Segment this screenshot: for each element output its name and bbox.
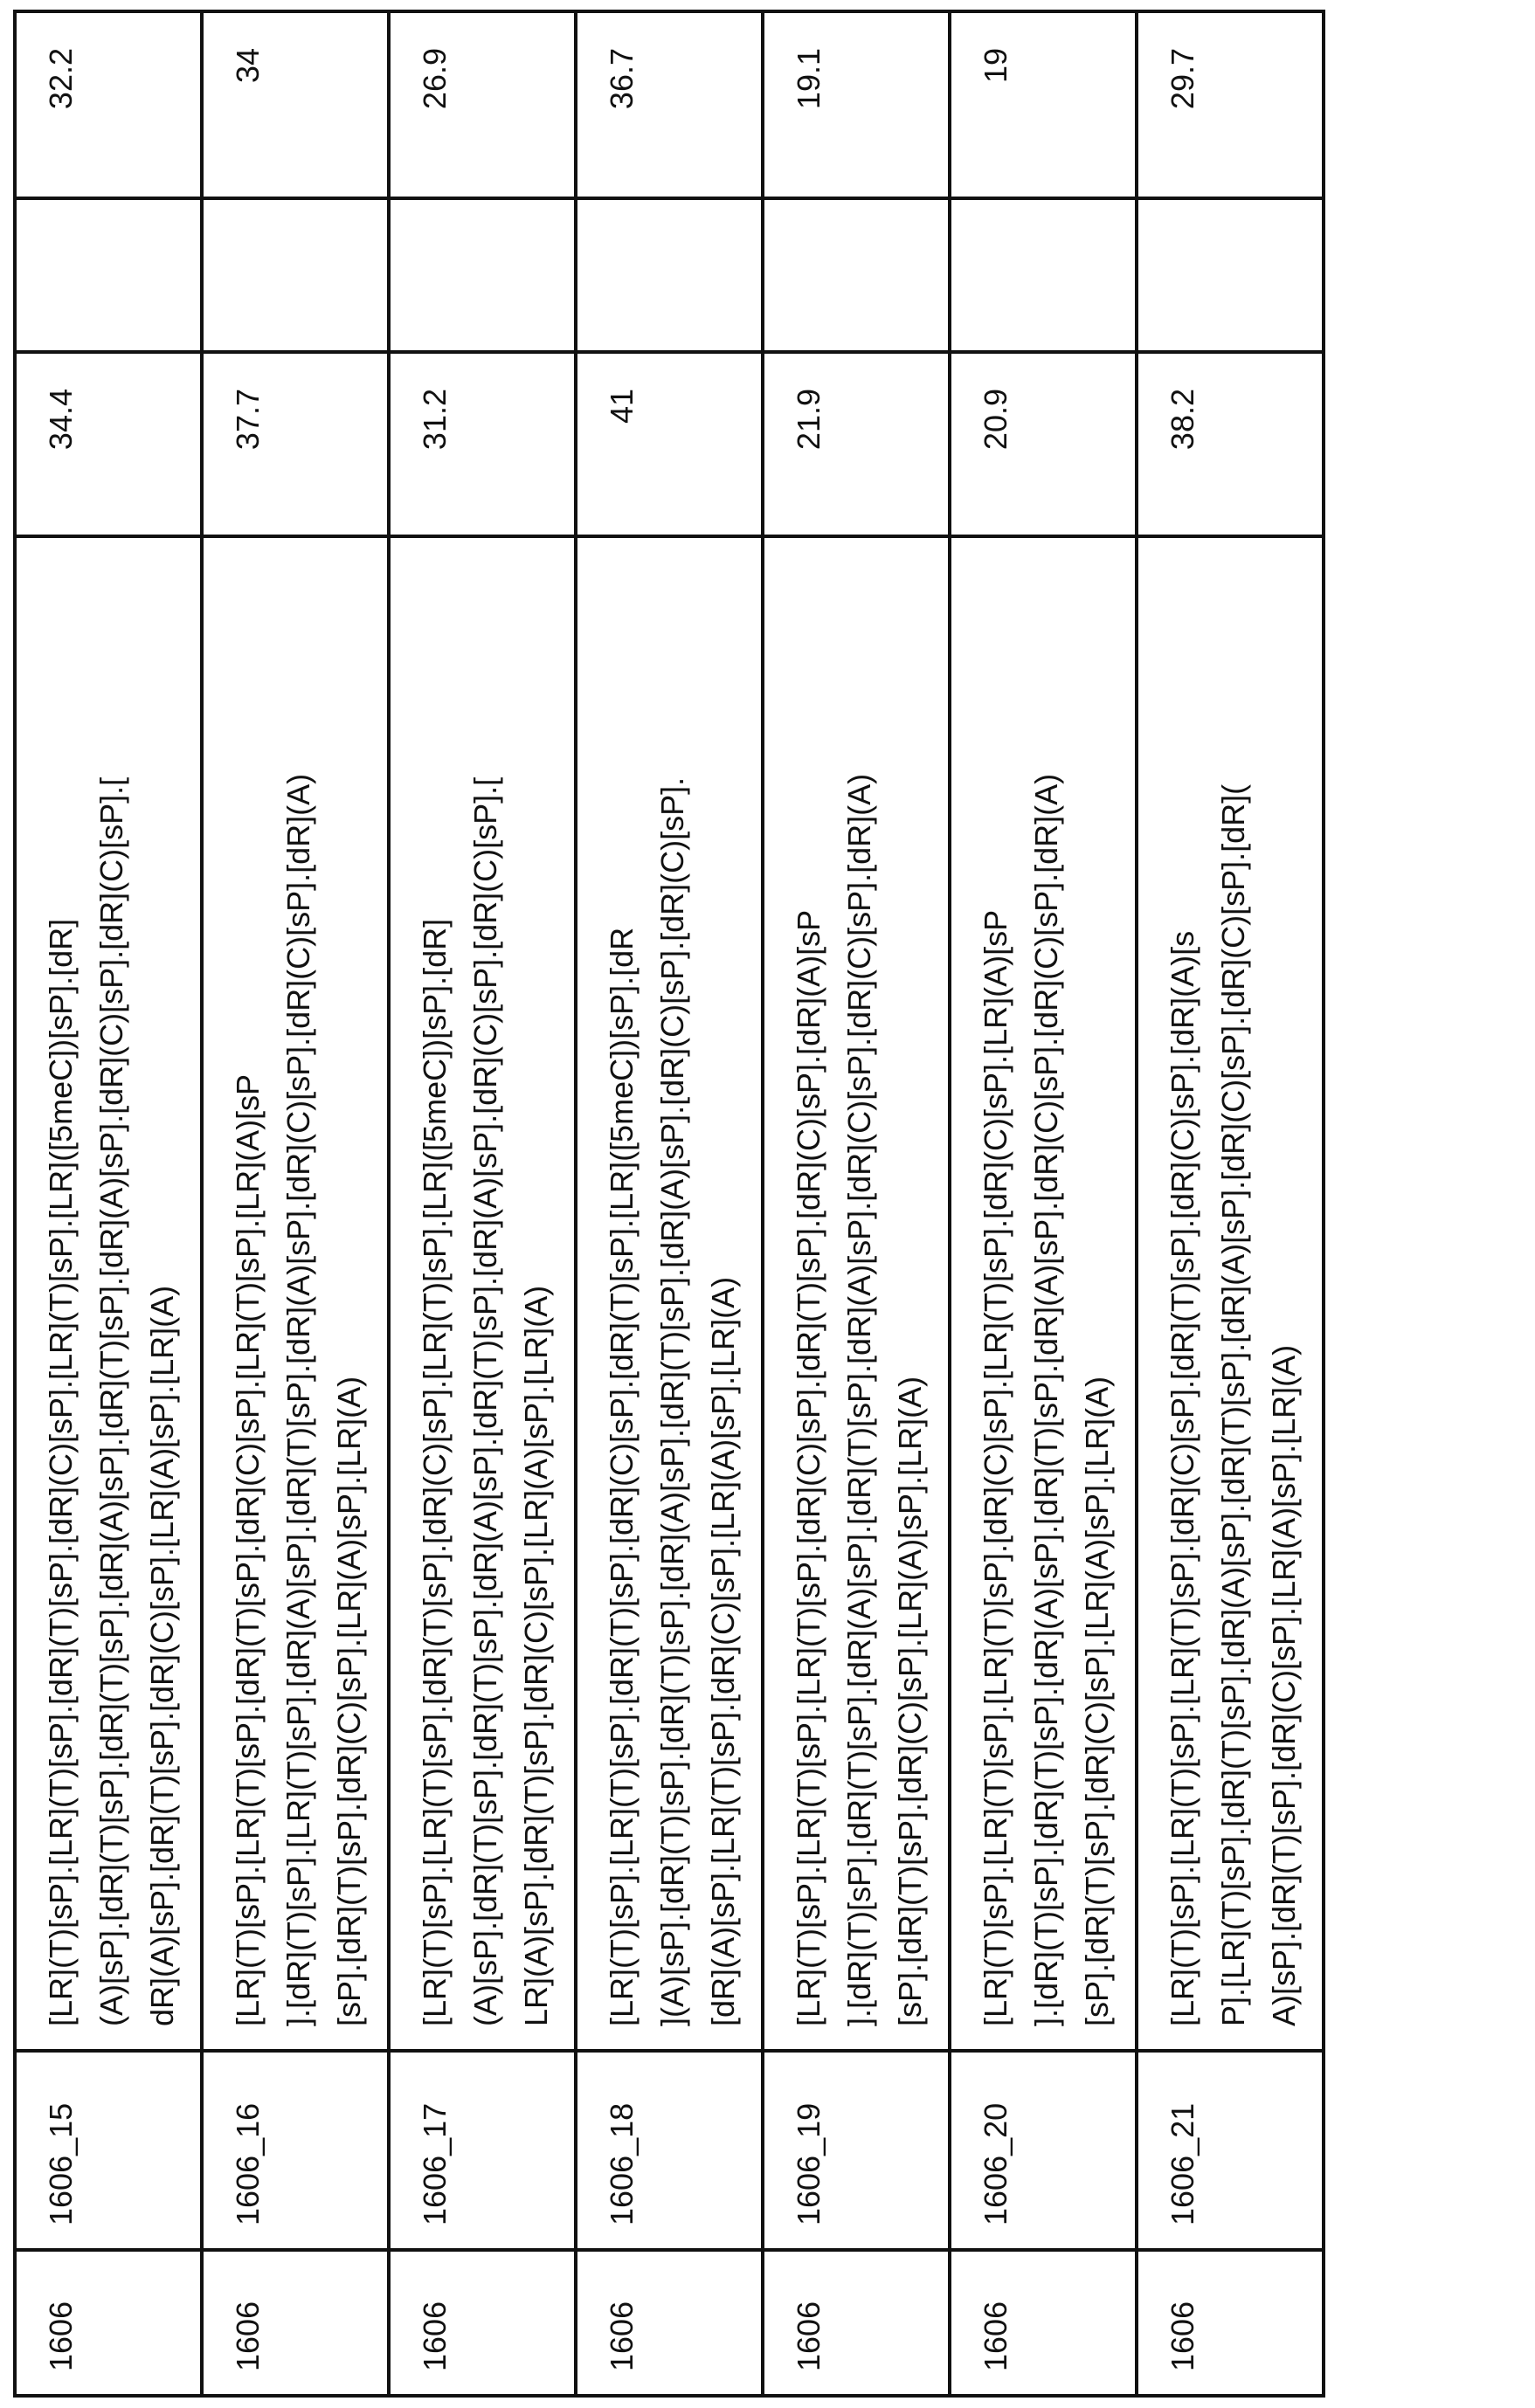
value-2-cell: 36.7 (576, 11, 763, 198)
sequence-line: P].[LR](T)[sP].[dR](T)[sP].[dR](A)[sP].[dR](T)[sP].[dR](A)[sP].[dR](C)[sP].[dR](C)[sP].[dR]( (1208, 554, 1259, 2026)
empty-cell (15, 198, 202, 352)
empty-cell (202, 198, 389, 352)
sequence-line: [dR](A)[sP].[LR](T)[sP].[dR](C)[sP].[LR](A)[sP].[LR](A) (698, 554, 749, 2026)
sequence-line: [LR](T)[sP].[LR](T)[sP].[dR](T)[sP].[dR](C)[sP].[LR](T)[sP].[LR]([5meC])[sP].[dR] (410, 554, 460, 2026)
sequence-line: [LR](T)[sP].[LR](T)[sP].[dR](T)[sP].[dR](C)[sP].[LR](T)[sP].[LR](A)[sP (223, 554, 273, 2026)
rotated-table-container (13, 10, 1325, 2398)
empty-cell (763, 198, 950, 352)
sequence-line: (A)[sP].[dR](T)[sP].[dR](T)[sP].[dR](A)[sP].[dR](T)[sP].[dR](A)[sP].[dR](C)[sP].[dR](C)[sP].[ (460, 554, 511, 2026)
empty-cell (950, 198, 1137, 352)
sequence-line: [LR](T)[sP].[LR](T)[sP].[LR](T)[sP].[dR](C)[sP].[dR](T)[sP].[dR](C)[sP].[dR](A)[sP (784, 554, 834, 2026)
sequence-line: ](A)[sP].[dR](T)[sP].[dR](T)[sP].[dR](A)[sP].[dR](T)[sP].[dR](A)[sP].[dR](C)[sP].[dR](C)[sP]. (647, 554, 698, 2026)
sequence-cell (15, 536, 202, 2051)
group-cell: 1606 (389, 2250, 576, 2396)
sequence-cell (389, 536, 576, 2051)
table-row (389, 11, 576, 2396)
sequence-line: [sP].[dR](T)[sP].[dR](C)[sP].[LR](A)[sP].[LR](A) (885, 554, 936, 2026)
compound-id-cell: 1606_20 (950, 2051, 1137, 2250)
oligo-data-table (13, 10, 1325, 2398)
sequence-line: (A)[sP].[dR](T)[sP].[dR](T)[sP].[dR](A)[sP].[dR](T)[sP].[dR](A)[sP].[dR](C)[sP].[dR](C)[sP].[ (86, 554, 137, 2026)
sequence-line: [sP].[dR](T)[sP].[dR](C)[sP].[LR](A)[sP].[LR](A) (324, 554, 375, 2026)
table-row (202, 11, 389, 2396)
value-1-cell: 37.7 (202, 352, 389, 536)
value-1-cell: 20.9 (950, 352, 1137, 536)
empty-cell (389, 198, 576, 352)
sequence-line: [LR](T)[sP].[LR](T)[sP].[LR](T)[sP].[dR](C)[sP].[LR](T)[sP].[dR](C)[sP].[LR](A)[sP (971, 554, 1021, 2026)
value-2-cell: 34 (202, 11, 389, 198)
empty-cell (1137, 198, 1324, 352)
group-cell: 1606 (576, 2250, 763, 2396)
sequence-line: [sP].[dR](T)[sP].[dR](C)[sP].[LR](A)[sP].[LR](A) (1072, 554, 1123, 2026)
group-cell: 1606 (950, 2250, 1137, 2396)
value-1-cell: 31.2 (389, 352, 576, 536)
table-row (950, 11, 1137, 2396)
sequence-cell (1137, 536, 1324, 2051)
value-1-cell: 41 (576, 352, 763, 536)
empty-cell (576, 198, 763, 352)
value-2-cell: 32.2 (15, 11, 202, 198)
table-row (763, 11, 950, 2396)
sequence-cell (202, 536, 389, 2051)
compound-id-cell: 1606_18 (576, 2051, 763, 2250)
value-2-cell: 19 (950, 11, 1137, 198)
group-cell: 1606 (1137, 2250, 1324, 2396)
sequence-line: [LR](T)[sP].[LR](T)[sP].[LR](T)[sP].[dR](C)[sP].[dR](T)[sP].[dR](C)[sP].[dR](A)[s (1158, 554, 1208, 2026)
sequence-cell (576, 536, 763, 2051)
group-cell: 1606 (763, 2250, 950, 2396)
table-row (576, 11, 763, 2396)
compound-id-cell: 1606_15 (15, 2051, 202, 2250)
value-2-cell: 19.1 (763, 11, 950, 198)
sequence-line: [LR](T)[sP].[LR](T)[sP].[dR](T)[sP].[dR](C)[sP].[dR](T)[sP].[LR]([5meC])[sP].[dR (597, 554, 647, 2026)
table-row (1137, 11, 1324, 2396)
sequence-line: A)[sP].[dR](T)[sP].[dR](C)[sP].[LR](A)[sP].[LR](A) (1259, 554, 1310, 2026)
group-cell: 1606 (202, 2250, 389, 2396)
value-1-cell: 34.4 (15, 352, 202, 536)
value-1-cell: 38.2 (1137, 352, 1324, 536)
value-2-cell: 29.7 (1137, 11, 1324, 198)
sequence-cell (763, 536, 950, 2051)
sequence-cell (950, 536, 1137, 2051)
compound-id-cell: 1606_16 (202, 2051, 389, 2250)
sequence-line: ].[dR](T)[sP].[dR](T)[sP].[dR](A)[sP].[dR](T)[sP].[dR](A)[sP].[dR](C)[sP].[dR](C)[sP].[dR](A) (1021, 554, 1072, 2026)
table-row (15, 11, 202, 2396)
value-1-cell: 21.9 (763, 352, 950, 536)
compound-id-cell: 1606_19 (763, 2051, 950, 2250)
value-2-cell: 26.9 (389, 11, 576, 198)
sequence-line: ].[dR](T)[sP].[LR](T)[sP].[dR](A)[sP].[dR](T)[sP].[dR](A)[sP].[dR](C)[sP].[dR](C)[sP].[dR](A) (273, 554, 324, 2026)
sequence-line: dR](A)[sP].[dR](T)[sP].[dR](C)[sP].[LR](A)[sP].[LR](A) (137, 554, 188, 2026)
group-cell: 1606 (15, 2250, 202, 2396)
compound-id-cell: 1606_17 (389, 2051, 576, 2250)
sequence-line: LR](A)[sP].[dR](T)[sP].[dR](C)[sP].[LR](A)[sP].[LR](A) (511, 554, 562, 2026)
sequence-line: [LR](T)[sP].[LR](T)[sP].[dR](T)[sP].[dR](C)[sP].[LR](T)[sP].[LR]([5meC])[sP].[dR] (36, 554, 86, 2026)
sequence-line: ].[dR](T)[sP].[dR](T)[sP].[dR](A)[sP].[dR](T)[sP].[dR](A)[sP].[dR](C)[sP].[dR](C)[sP].[dR](A) (834, 554, 885, 2026)
compound-id-cell: 1606_21 (1137, 2051, 1324, 2250)
